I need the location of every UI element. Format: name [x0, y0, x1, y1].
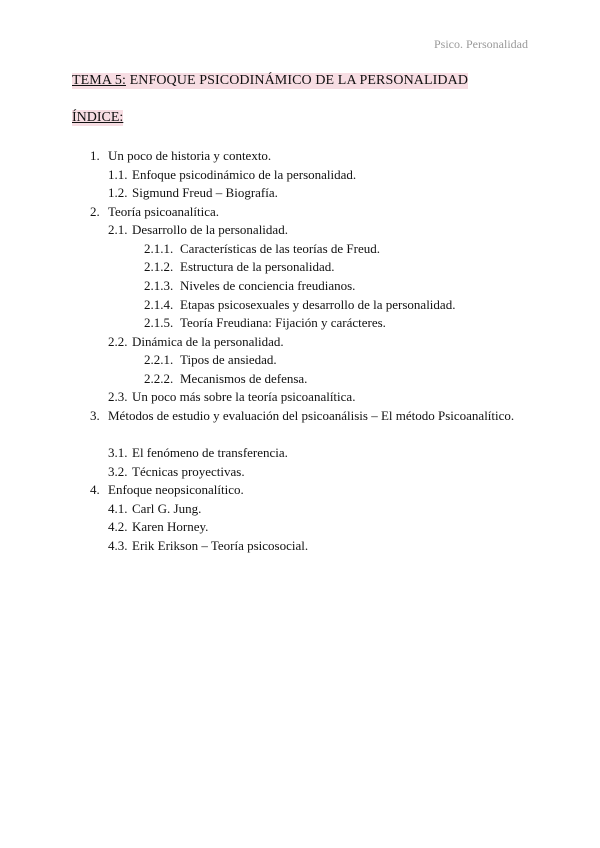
toc-item-text: El fenómeno de transferencia. — [132, 445, 288, 460]
toc-item-number: 4.2. — [108, 519, 128, 534]
toc-item-text: Karen Horney. — [132, 519, 209, 534]
toc-item — [108, 537, 308, 555]
toc-item-number: 2.1.2. — [144, 259, 174, 274]
toc-item-text: Métodos de estudio y evaluación del psicoanálisis – El método Psicoanalítico. — [108, 408, 515, 423]
toc-item-number: 3.2. — [108, 464, 128, 479]
toc-item-number: 2.1.1. — [144, 241, 174, 256]
toc-item-number: 2.2.1. — [144, 352, 174, 367]
toc-item-text: Un poco de historia y contexto. — [108, 148, 272, 163]
toc-item — [90, 481, 244, 499]
toc-item-number: 1.2. — [108, 185, 128, 200]
toc-item — [144, 258, 335, 276]
toc-item-text: Niveles de conciencia freudianos. — [180, 278, 356, 293]
toc-item-text: Etapas psicosexuales y desarrollo de la personalidad. — [180, 297, 456, 312]
chapter-title-text: ENFOQUE PSICODINÁMICO DE LA PERSONALIDAD — [125, 73, 469, 88]
toc-item — [108, 463, 245, 481]
chapter-number: TEMA 5: — [72, 73, 126, 88]
toc-item-number: 2.1. — [108, 222, 128, 237]
toc-item — [144, 277, 355, 295]
toc-item — [144, 351, 277, 369]
toc-item-number: 3. — [90, 408, 100, 423]
toc-item-text: Un poco más sobre la teoría psicoanalítica. — [132, 389, 356, 404]
toc-item-text: Mecanismos de defensa. — [180, 371, 308, 386]
toc-item-number: 2.1.3. — [144, 278, 174, 293]
toc-item — [108, 166, 356, 184]
toc-item — [144, 370, 307, 388]
toc-item — [108, 444, 288, 462]
running-header: Psico. Personalidad — [434, 37, 528, 51]
toc-item — [108, 500, 201, 518]
toc-item-number: 2.3. — [108, 389, 128, 404]
toc-item-text: Tipos de ansiedad. — [180, 352, 277, 367]
index-heading: ÍNDICE: — [72, 110, 124, 125]
chapter-title — [72, 73, 468, 89]
toc-item — [108, 518, 208, 536]
toc-item-number: 2. — [90, 204, 100, 219]
toc-item — [144, 314, 386, 332]
toc-item-number: 4. — [90, 482, 100, 497]
toc-item-number: 2.2. — [108, 334, 128, 349]
toc-item-text: Estructura de la personalidad. — [180, 259, 335, 274]
toc-item — [108, 388, 355, 406]
toc-item-number: 4.1. — [108, 501, 128, 516]
toc-item — [90, 203, 219, 221]
toc-item-number: 1.1. — [108, 167, 128, 182]
toc-item-text: Desarrollo de la personalidad. — [132, 222, 288, 237]
toc-item-text: Enfoque neopsiconalítico. — [108, 482, 244, 497]
toc-item-number: 4.3. — [108, 538, 128, 553]
toc-item — [144, 296, 455, 314]
toc-item — [108, 184, 278, 202]
toc-item-number: 1. — [90, 148, 100, 163]
toc-item-number: 2.1.5. — [144, 315, 174, 330]
toc-item-text: Técnicas proyectivas. — [132, 464, 245, 479]
toc-item-text: Carl G. Jung. — [132, 501, 202, 516]
toc-item-text: Enfoque psicodinámico de la personalidad. — [132, 167, 357, 182]
toc-item-text: Dinámica de la personalidad. — [132, 334, 284, 349]
toc-item — [108, 221, 288, 239]
toc-item-number: 3.1. — [108, 445, 128, 460]
toc-item-text: Características de las teorías de Freud. — [180, 241, 380, 256]
toc-item — [144, 240, 380, 258]
toc-item-text: Teoría Freudiana: Fijación y carácteres. — [180, 315, 386, 330]
toc-item-text: Sigmund Freud – Biografía. — [132, 185, 278, 200]
toc-item-number: 2.2.2. — [144, 371, 174, 386]
toc-item — [108, 333, 284, 351]
toc-item-text: Erik Erikson – Teoría psicosocial. — [132, 538, 309, 553]
toc-item-number: 2.1.4. — [144, 297, 174, 312]
toc-item — [90, 407, 527, 425]
toc-item — [90, 147, 271, 165]
toc-item-text: Teoría psicoanalítica. — [108, 204, 219, 219]
